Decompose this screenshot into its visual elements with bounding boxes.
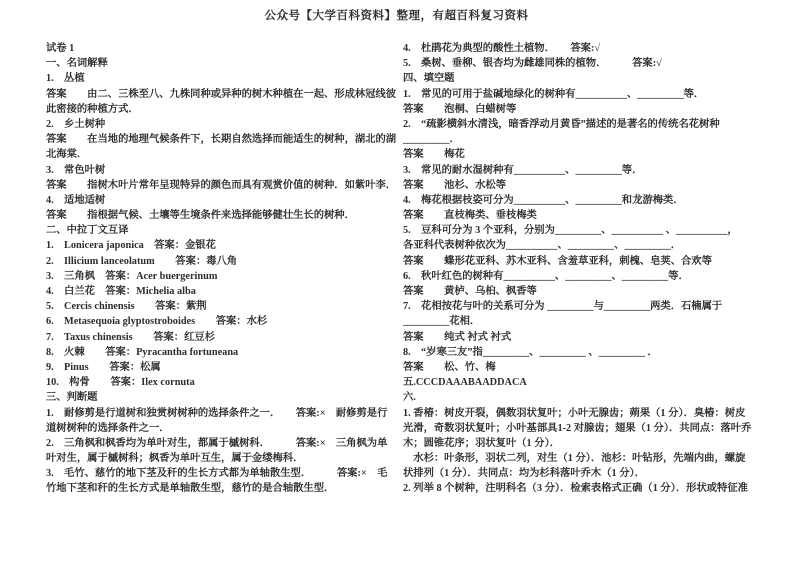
text-line: 四、填空题 [403, 73, 455, 85]
text-line: 北海棠． [46, 149, 88, 161]
text-line: 3. 常色叶树 [46, 164, 106, 176]
text-line: 各亚科代表树种依次为__________、_________、_________． [403, 240, 682, 252]
text-line: 五.CCCDAAABAADDACA [403, 377, 527, 389]
text-line: 2. 三角枫和枫香均为单叶对生，都属于槭树科． 答案:× 三角枫为单 [46, 437, 388, 449]
text-line: 三、判断题 [46, 392, 98, 404]
text-line: 答案 直枝梅类、垂枝梅类 [403, 210, 537, 222]
text-line: 10. 构骨 答案：Ilex cornuta [46, 377, 195, 389]
text-line: 状排列（1 分）．共同点：均为杉科落叶乔木（1 分）． [403, 468, 645, 480]
text-line: 4. 杜鹃花为典型的酸性土植物． 答案:√ [403, 43, 600, 54]
text-line: _________花相． [403, 316, 481, 328]
text-line: 答案 黄栌、乌桕、枫香等 [403, 286, 537, 297]
text-line: 答案 指树木叶片常年呈现特异的颜色而具有观赏价值的树种．如紫叶李． [46, 179, 397, 191]
right-column [403, 41, 775, 497]
text-line: 2. 列举 8 个树种，注明科名（3 分）．检索表格式正确（1 分）．形状或特征准 [403, 483, 748, 495]
text-line: 2. “疏影横斜水清浅，暗香浮动月黄昏”描述的是著名的传统名花树种 [403, 118, 720, 130]
text-line: 答案 松、竹、梅 [403, 361, 496, 373]
text-line: 6. Metasequoia glyptostroboides 答案：水杉 [46, 316, 268, 328]
text-line: 木；圆锥花序；羽状复叶（1 分）． [403, 437, 561, 449]
text-line: 3. 三角枫 答案：Acer buergerinum [46, 270, 218, 282]
text-line: 4. 适地适树 [46, 194, 106, 206]
text-line: 水杉：叶条形，羽状二列，对生（1 分）．池杉：叶钻形，先端内曲，螺旋 [403, 453, 746, 465]
text-line: 光滑，奇数羽状复叶；小叶基部具1-2 对腺齿；翅果（1 分）．共同点：落叶乔 [403, 422, 752, 434]
text-line: 4. 梅花根据枝姿可分为__________、_________和龙游梅类． [403, 194, 684, 206]
left-column [46, 41, 398, 497]
text-line: 5. 桑树、垂柳、银杏均为雌雄同株的植物． 答案:√ [403, 58, 662, 70]
text-line: 1. 丛植 [46, 73, 85, 85]
text-line: 1. Lonicera japonica 答案：金银花 [46, 240, 216, 252]
text-line: 答案 在当地的地理气候条件下，长期自然选择而能适生的树种，湖北的湖 [46, 134, 397, 146]
text-line: 3. 常见的耐水湿树种有__________、_________等． [403, 164, 643, 176]
text-line: 5. 豆科可分为 3 个亚科，分别为_________、__________ 、__________， [403, 225, 738, 237]
text-line: 答案 纯式 衬式 衬式 [403, 331, 512, 343]
text-line: 二、中拉丁文互译 [46, 225, 129, 237]
text-line: 叶对生，属于槭树科；枫香为单叶互生，属于金缕梅科． [46, 453, 304, 465]
text-line: 此密接的种植方式． [46, 103, 139, 115]
text-line: 试卷 1 [46, 43, 75, 54]
text-line: 8. “岁寒三友”指_________、_________ 、_________ ． [403, 346, 658, 358]
page-header-title: 公众号【大学百科资料】整理，有超百科复习资料 [264, 10, 529, 22]
text-line: 1. 耐修剪是行道树和独赏树树种的选择条件之一． 答案:× 耐修剪是行 [46, 407, 388, 419]
text-line: 4. 白兰花 答案：Michelia alba [46, 286, 196, 297]
text-line: 道树树种的选择条件之一． [46, 422, 170, 434]
document-body [0, 41, 793, 497]
text-line: 答案 蝶形花亚科、苏木亚科、含羞草亚科，刺槐、皂荚、合欢等 [403, 255, 712, 267]
text-line: 6. 秋叶红色的树种有__________、_________、_________等． [403, 270, 689, 282]
text-line: 5. Cercis chinensis 答案：紫荆 [46, 301, 207, 313]
text-line: 答案 由二、三株至八、九株同种或异种的树木种植在一起、形成林冠线彼 [46, 88, 397, 100]
text-line: 一、名词解释 [46, 58, 108, 70]
text-line: 7. 花相按花与叶的关系可分为 _________与_________两类．石楠属于 [403, 301, 723, 313]
text-line: 答案 指根据气候、土壤等生境条件来选择能够健壮生长的树种． [46, 210, 355, 222]
text-line: 答案 梅花 [403, 149, 465, 161]
text-line: 1. 常见的可用于盐碱地绿化的树种有__________、_________等． [403, 88, 705, 100]
text-line: 2. 乡土树种 [46, 118, 106, 130]
text-line: 9. Pinus 答案：松属 [46, 361, 161, 373]
text-line: 六. [403, 392, 416, 404]
text-line: 3. 毛竹、慈竹的地下茎及秆的生长方式都为单轴散生型． 答案:× 毛 [46, 468, 388, 480]
text-line: _________． [403, 134, 460, 146]
text-line: 答案 泡桐、白蜡树等 [403, 103, 517, 115]
text-line: 7. Taxus chinensis 答案：红豆杉 [46, 331, 215, 343]
text-line: 答案 池杉、水松等 [403, 179, 506, 191]
text-line: 8. 火棘 答案：Pyracantha fortuneana [46, 346, 239, 358]
text-line: 2. Illicium lanceolatum 答案：毒八角 [46, 255, 238, 267]
text-line: 竹地下茎和秆的生长方式是单轴散生型，慈竹的是合轴散生型． [46, 483, 335, 495]
text-line: 1. 香椿：树皮开裂，偶数羽状复叶；小叶无腺齿；蒴果（1 分）．臭椿：树皮 [403, 407, 746, 419]
